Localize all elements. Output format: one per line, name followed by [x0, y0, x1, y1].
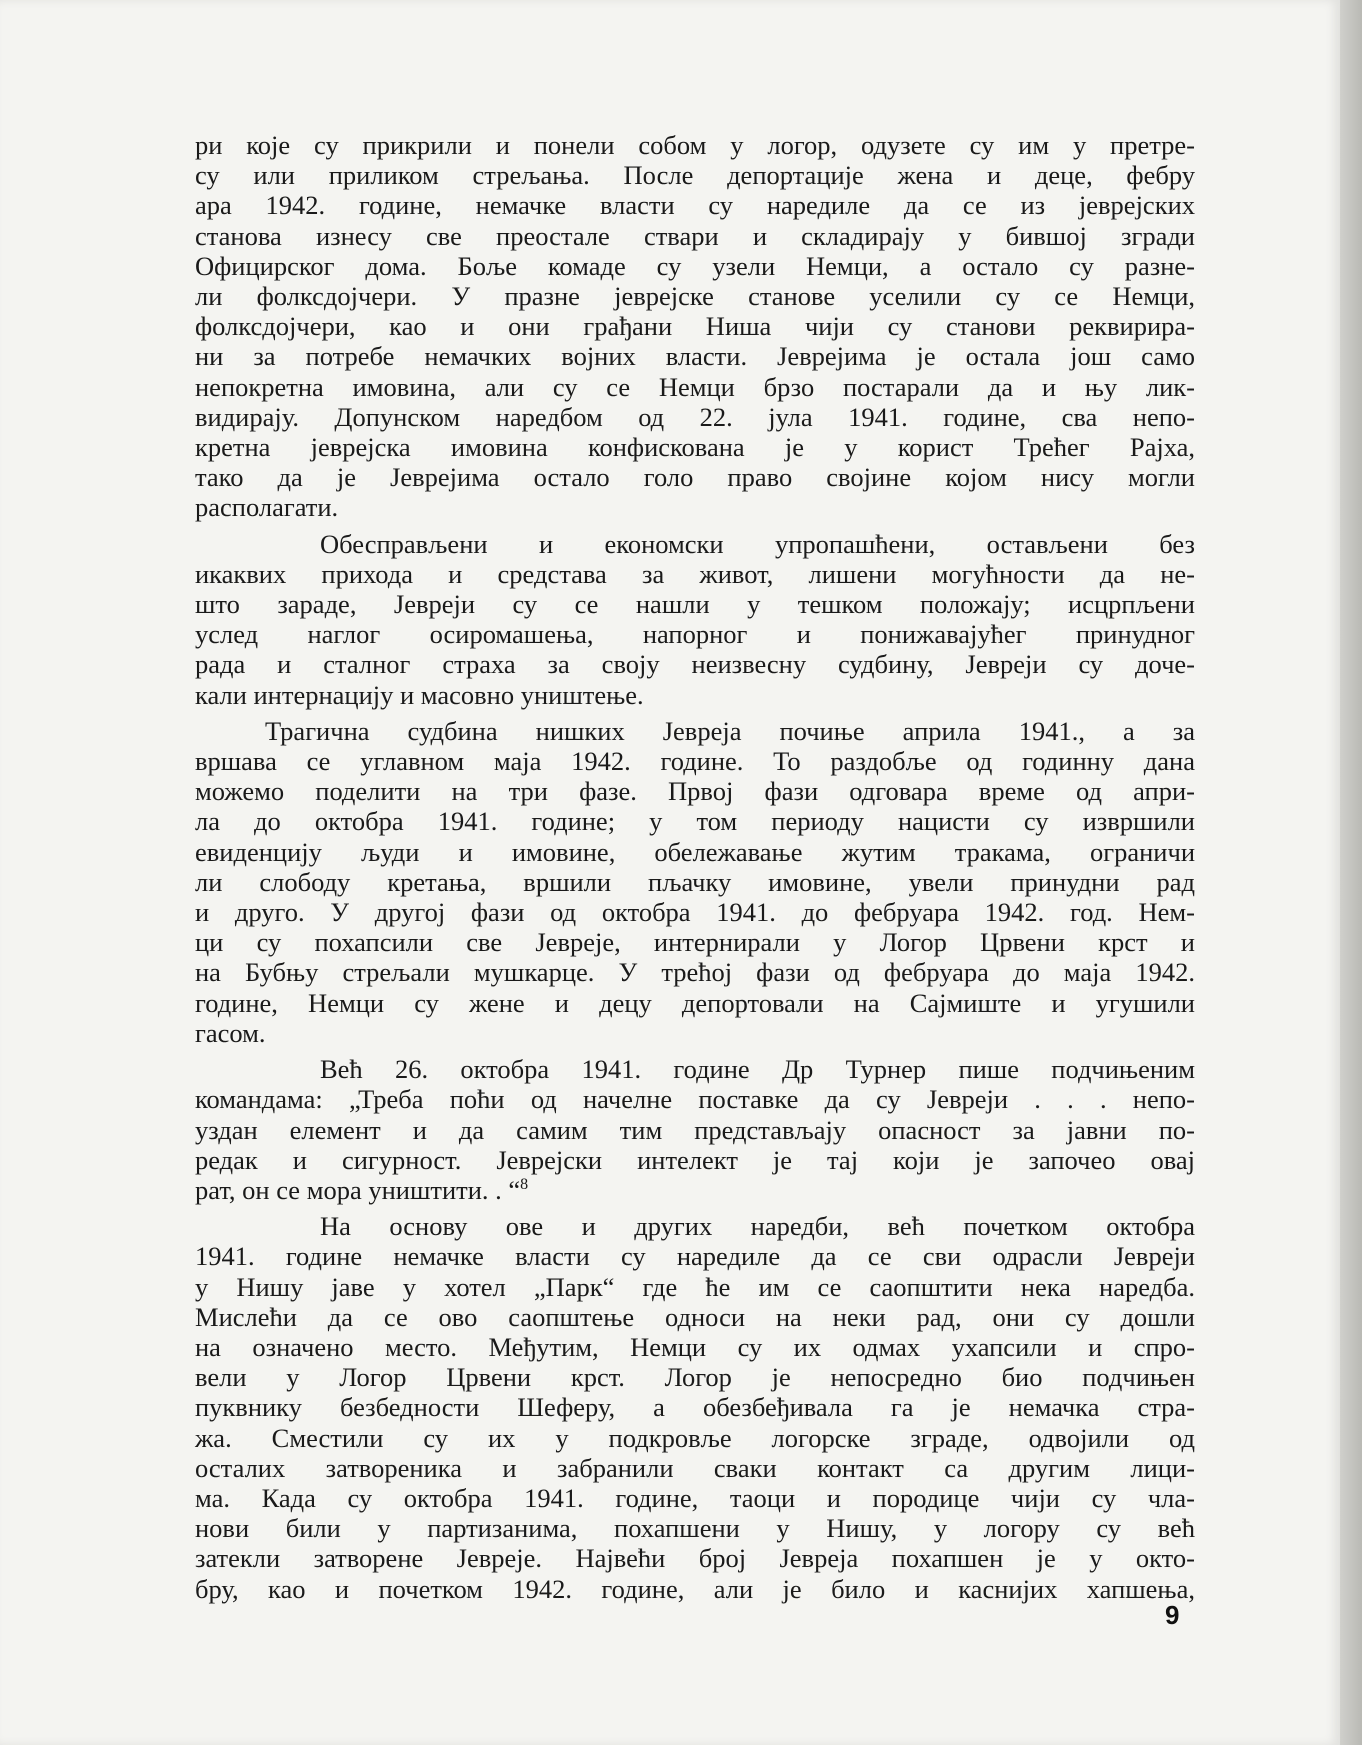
text-line: ли фолксдојчери. У празне јеврејске станове уселили су се Немци, [195, 281, 1195, 312]
text-line: на означено место. Међутим, Немци су их одмах ухапсили и спро- [195, 1331, 1195, 1362]
text-line: станова изнесу све преостале ствари и складирају у бившој згради [195, 220, 1195, 251]
text-line: пуквнику безбедности Шеферу, а обезбеђивала га је немачка стра- [195, 1392, 1195, 1423]
quote-last-line [195, 1175, 1195, 1205]
text-line: кретна јеврејска имовина конфискована је у корист Трећег Рајха, [195, 432, 1195, 463]
page-number: 9 [1165, 1600, 1180, 1630]
text-line: Већ 26. октобра 1941. године Др Турнер пише подчињеним [320, 1054, 1195, 1085]
text-line: у Нишу јаве у хотел „Парк“ где ће им се саопштити нека наредба. [195, 1271, 1195, 1302]
text-line: ри које су прикрили и понели собом у логор, одузете су им у претре- [195, 130, 1195, 160]
body-text [195, 130, 1195, 1610]
text-line: вели у Логор Црвени крст. Логор је непосредно био подчињен [195, 1362, 1195, 1393]
text-line: што зараде, Јевреји су се нашли у тешком положају; исцрпљени [195, 589, 1195, 620]
text-line: редак и сигурност. Јеврејски интелект је тај који је започео овај [195, 1144, 1195, 1175]
text-line: Трагична судбина нишких Јевреја почиње априла 1941., а за [265, 715, 1195, 746]
text-line: непокретна имовина, али су се Немци брзо постарали да и њу лик- [195, 371, 1195, 402]
paragraph-4 [195, 1054, 1195, 1205]
text-line: ара 1942. године, немачке власти су наредиле да се из јеврејских [195, 190, 1195, 221]
paragraph-2 [195, 529, 1195, 710]
text-line: услед наглог осиромашења, напорног и понижавајућег принудног [195, 619, 1195, 650]
text-line: ли слободу кретања, вршили пљачку имовине, увели принудни рад [195, 866, 1195, 897]
text-line: располагати. [195, 492, 339, 523]
text-line: видирају. Допунском наредбом од 22. јула 1941. године, сва непо- [195, 401, 1195, 432]
text-line: бру, као и почетком 1942. године, али је било и каснијих хапшења, [195, 1573, 1195, 1604]
text-line: гасом. [195, 1017, 266, 1048]
text-line: ла до октобра 1941. године; у том периоду нацисти су извршили [195, 806, 1195, 837]
text-line: и друго. У другој фази од октобра 1941. до фебруара 1942. год. Нем- [195, 897, 1195, 928]
text-line: тако да је Јеврејима остало голо право својине којом нису могли [195, 462, 1195, 493]
text-line: Мислећи да се ово саопштење односи на неки рад, они су дошли [195, 1301, 1195, 1332]
paragraph-5 [195, 1211, 1195, 1604]
footnote-marker: 8 [520, 1176, 529, 1194]
text-line: Обесправљени и економски упропашћени, остављени без [320, 528, 1195, 559]
text-line: На основу ове и других наредби, већ почетком октобра [320, 1211, 1195, 1242]
text-line: су или приликом стрељања. После депортације жена и деце, фебру [195, 160, 1195, 191]
text-line: ма. Када су октобра 1941. године, таоци и породице чији су чла- [195, 1482, 1195, 1513]
text-line: командама: „Треба поћи од начелне поставке да су Јевреји . . . непо- [195, 1084, 1195, 1115]
paragraph-1 [195, 130, 1195, 523]
text-line: 1941. године немачке власти су наредиле да се сви одрасли Јевреји [195, 1241, 1195, 1272]
text-line: фолксдојчери, као и они грађани Ниша чији су станови реквирира- [195, 311, 1195, 342]
text-line: уздан елемент и да самим тим представљају опасност за јавни по- [195, 1114, 1195, 1145]
paragraph-3 [195, 716, 1195, 1048]
text-line: нови били у партизанима, похапшени у Нишу, у логору су већ [195, 1513, 1195, 1544]
text-line: вршава се углавном маја 1942. године. То раздобље од годинну дана [195, 746, 1195, 777]
text-line: рада и сталног страха за своју неизвесну судбину, Јевреји су доче- [195, 649, 1195, 680]
text-line: на Бубњу стрељали мушкарце. У трећој фази од фебруара до маја 1942. [195, 957, 1195, 988]
text-line: жа. Сместили су их у подкровље логорске зграде, одвојили од [195, 1422, 1195, 1453]
text-line: године, Немци су жене и децу депортовали на Сајмиште и угушили [195, 987, 1195, 1018]
text-line: можемо поделити на три фазе. Првој фази одговара време од апри- [195, 776, 1195, 807]
text-line: осталих затвореника и забранили сваки контакт са другим лици- [195, 1452, 1195, 1483]
text-line: кали интернацију и масовно уништење. [195, 679, 644, 710]
text-line: икаквих прихода и средстава за живот, лишени могућности да не- [195, 558, 1195, 589]
text-line: евиденцију људи и имовине, обележавање жутим тракама, ограничи [195, 836, 1195, 867]
text-line: ци су похапсили све Јевреје, интернирали у Логор Црвени крст и [195, 927, 1195, 958]
text-line: затекли затворене Јевреје. Највећи број Јевреја похапшен је у окто- [195, 1543, 1195, 1574]
text-line: рат, он се мора уништити. . “ [195, 1174, 521, 1205]
text-line: Официрског дома. Боље комаде су узели Немци, а остало су разне- [195, 250, 1195, 281]
scan-edge [1340, 0, 1362, 1745]
text-line: ни за потребе немачких војних власти. Јеврејима је остала још само [195, 341, 1195, 372]
